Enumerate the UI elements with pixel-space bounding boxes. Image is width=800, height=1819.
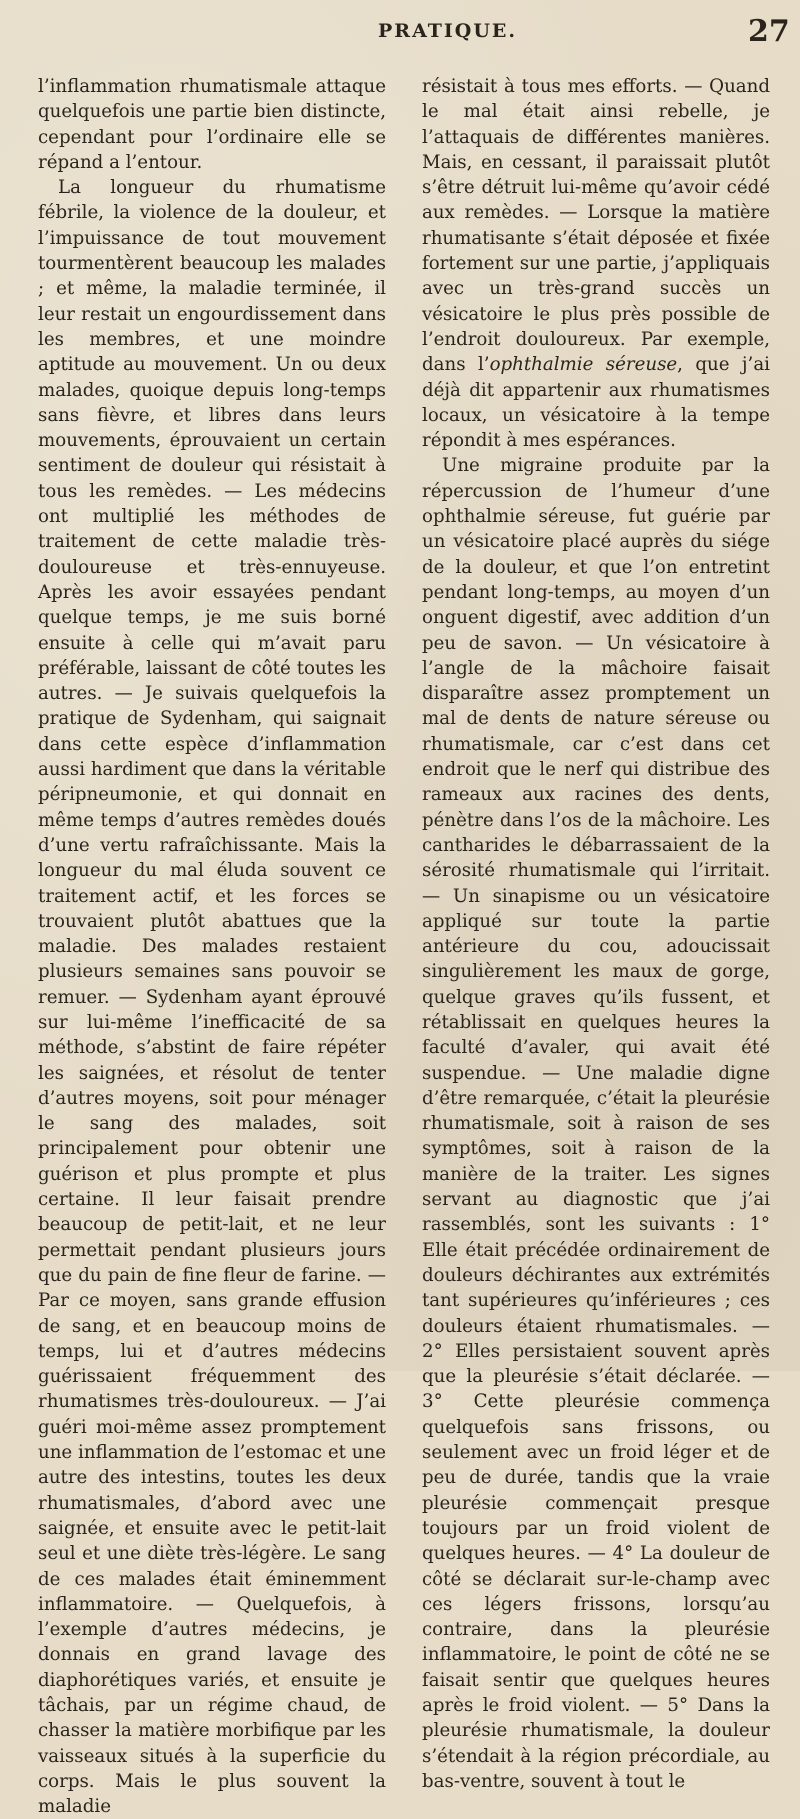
italic-term: ophthalmie séreuse [489, 354, 678, 376]
page-number: 27 [748, 14, 790, 49]
paragraph: Une migraine produite par la répercussion de l’humeur d’une ophthalmie séreuse, fut guérie par un vésicatoire placé auprès du siége de la douleur, et que l’on entretint pendant long-temps, au moyen d’un onguent digestif, avec addition d’un peu de savon. — Un vésicatoire à l’angle de la mâchoire faisait disparaître assez promptement un mal de dents de nature séreuse ou rhumatismale, car c’est dans cet endroit que le nerf qui distribue des rameaux aux racines des dents, pénètre dans l’os de la mâchoire. Les cantharides le débarrassaient de la sérosité rhumatismale qui l’irritait. — Un sinapisme ou un vésicatoire appliqué sur toute la partie antérieure du cou, adoucissait singulièrement les maux de gorge, quelque graves qu’ils fussent, et rétablissait en quelques heures la faculté d’avaler, qui avait été suspendue. — Une maladie digne d’être remarquée, c’était la pleurésie rhumatismale, soit à raison de ses symptômes, soit à raison de la manière de la traiter. Les signes servant au diagnostic que j’ai rassemblés, sont les suivants : 1° Elle était précédée ordinairement de douleurs déchirantes aux extrémités tant supérieures qu’inférieures ; ces douleurs étaient rhumatismales. — 2° Elles persistaient souvent après que la pleurésie s’était déclarée. — 3° Cette pleurésie commença quelquefois sans frissons, ou seulement avec un froid léger et de peu de durée, tandis que la vraie pleurésie commençait presque toujours par un froid violent de quelques heures. — 4° La douleur de côté se déclarait sur-le-champ avec ces légers frissons, lorsqu’au contraire, dans la pleurésie inflammatoire, le point de côté ne se faisait sentir que quelques heures après le froid violent. — 5° Dans la pleurésie rhumatismale, la douleur s’étendait à la région précordiale, au bas-ventre, souvent à tout le [422, 455, 770, 1792]
right-column [422, 74, 770, 1819]
text-run: , que j’ai déjà dit appartenir aux rhumatismes locaux, un vésicatoire à la tempe répondit à mes espérances. [422, 354, 770, 452]
paragraph: l’inflammation rhumatismale attaque quelquefois une partie bien distincte, cependant pour l’ordinaire elle se répand a l’entour. [38, 76, 386, 173]
left-column [38, 74, 386, 1819]
text-run: résistait à tous mes efforts. — Quand le mal était ainsi rebelle, je l’attaquais de différentes manières. Mais, en cessant, il paraissait plutôt s’être détruit lui-même qu’avoir cédé aux remèdes. — Lorsque la matière rhumatisante s’était déposée et fixée fortement sur une partie, j’appliquais avec un très-grand succès un vésicatoire le plus près possible de l’endroit douloureux. Par exemple, dans l’ [422, 76, 770, 376]
paragraph: La longueur du rhumatisme fébrile, la violence de la douleur, et l’impuissance de tout mouvement tourmentèrent beaucoup les malades ; et même, la maladie terminée, il leur restait un engourdissement dans les membres, et une moindre aptitude au mouvement. Un ou deux malades, quoique depuis long-temps sans fièvre, et libres dans leurs mouvements, éprouvaient un certain sentiment de douleur qui résistait à tous les remèdes. — Les médecins ont multiplié les méthodes de traitement de cette maladie très-douloureuse et très-ennuyeuse. Après les avoir essayées pendant quelque temps, je me suis borné ensuite à celle qui m’avait paru préférable, laissant de côté toutes les autres. — Je suivais quelquefois la pratique de Sydenham, qui saignait dans cette espèce d’inflammation aussi hardiment que dans la véritable péripneumonie, et qui donnait en même temps d’autres remèdes doués d’une vertu rafraîchissante. Mais la longueur du mal éluda souvent ce traitement actif, et les forces se trouvaient plutôt abattues que la maladie. Des malades restaient plusieurs semaines sans pouvoir se remuer. — Sydenham ayant éprouvé sur lui-même l’inefficacité de sa méthode, s’abstint de faire répéter les saignées, et résolut de tenter d’autres moyens, soit pour ménager le sang des malades, soit principalement pour obtenir une guérison et plus prompte et plus certaine. Il leur faisait prendre beaucoup de petit-lait, et ne leur permettait pendant plusieurs jours que du pain de fine fleur de farine. — Par ce moyen, sans grande effusion de sang, et en beaucoup moins de temps, lui et d’autres médecins guérissaient fréquemment des rhumatismes très-douloureux. — J’ai guéri moi-même assez promptement une inflammation de l’estomac et une autre des intestins, toutes les deux rhumatismales, d’abord avec une saignée, et ensuite avec le petit-lait seul et une diète très-légère. Le sang de ces malades était éminemment inflammatoire. — Quelquefois, à l’exemple d’autres médecins, je donnais en grand lavage des diaphorétiques variés, et ensuite je tâchais, par un régime chaud, de chasser la matière morbifique par les vaisseaux situés à la superficie du corps. Mais le plus souvent la maladie [38, 177, 386, 1818]
running-head [0, 14, 800, 54]
paragraph [422, 74, 770, 453]
running-title: PRATIQUE. [378, 20, 518, 42]
text-columns [38, 74, 770, 1819]
